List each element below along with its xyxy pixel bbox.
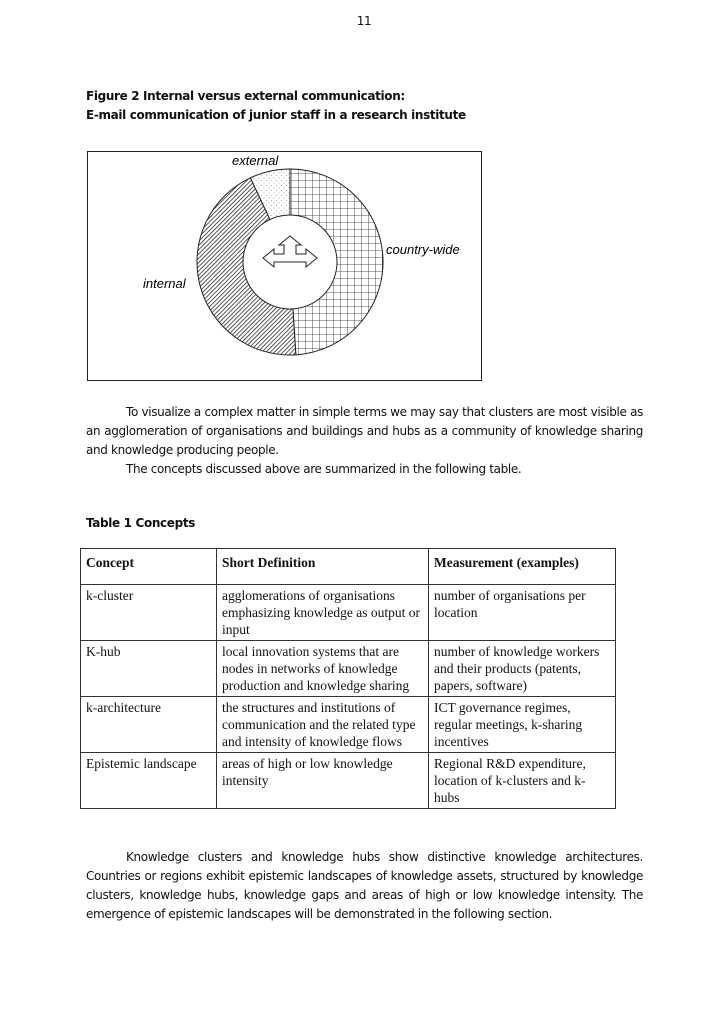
paragraph-2-text: The concepts discussed above are summarized in the following table.: [126, 462, 522, 476]
table-row: [81, 641, 616, 697]
cell-concept: k-cluster: [81, 585, 217, 641]
table-caption: Table 1 Concepts: [86, 516, 195, 530]
cell-concept: Epistemic landscape: [81, 753, 217, 809]
paragraph-3-text: Knowledge clusters and knowledge hubs show distinctive knowledge architectures. Countries or regions exhibit epistemic landscapes of knowledge assets, structured by knowledge clusters, knowledge hubs, knowledge gaps and areas of high or low knowledge intensity. The emergence of epistemic landscapes will be demonstrated in the following section.: [86, 850, 643, 921]
cell-concept: K-hub: [81, 641, 217, 697]
header-short-definition: Short Definition: [217, 549, 429, 585]
paragraph-3: [86, 848, 643, 924]
paragraph-1-text: To visualize a complex matter in simple terms we may say that clusters are most visible as an agglomeration of organisations and buildings and hubs as a community of knowledge sharing and knowledge producing people.: [86, 405, 643, 457]
table-row: [81, 753, 616, 809]
table-row: [81, 697, 616, 753]
header-measurement: Measurement (examples): [429, 549, 616, 585]
label-internal: internal: [143, 276, 186, 291]
donut-chart: [88, 152, 481, 380]
table-header-row: [81, 549, 616, 585]
cell-concept: k-architecture: [81, 697, 217, 753]
paragraph-1: [86, 403, 643, 460]
table-row: [81, 585, 616, 641]
concepts-table: [80, 548, 616, 809]
label-country-wide: country-wide: [386, 242, 460, 257]
cell-definition: local innovation systems that are nodes in networks of knowledge production and knowledge sharing: [217, 641, 429, 697]
cell-definition: areas of high or low knowledge intensity: [217, 753, 429, 809]
label-external: external: [232, 153, 279, 168]
cell-measurement: Regional R&D expenditure, location of k-clusters and k-hubs: [429, 753, 616, 809]
figure-caption-line1: Figure 2 Internal versus external communication:: [86, 89, 405, 103]
cell-measurement: number of organisations per location: [429, 585, 616, 641]
paragraph-2: [86, 460, 643, 479]
cell-definition: the structures and institutions of communication and the related type and intensity of knowledge flows: [217, 697, 429, 753]
figure-caption-line2: E-mail communication of junior staff in a research institute: [86, 108, 466, 122]
cell-definition: agglomerations of organisations emphasizing knowledge as output or input: [217, 585, 429, 641]
cell-measurement: ICT governance regimes, regular meetings, k-sharing incentives: [429, 697, 616, 753]
figure-caption: [86, 87, 466, 125]
page-number: 11: [356, 14, 372, 28]
cell-measurement: number of knowledge workers and their products (patents, papers, software): [429, 641, 616, 697]
header-concept: Concept: [81, 549, 217, 585]
figure-frame: [87, 151, 482, 381]
